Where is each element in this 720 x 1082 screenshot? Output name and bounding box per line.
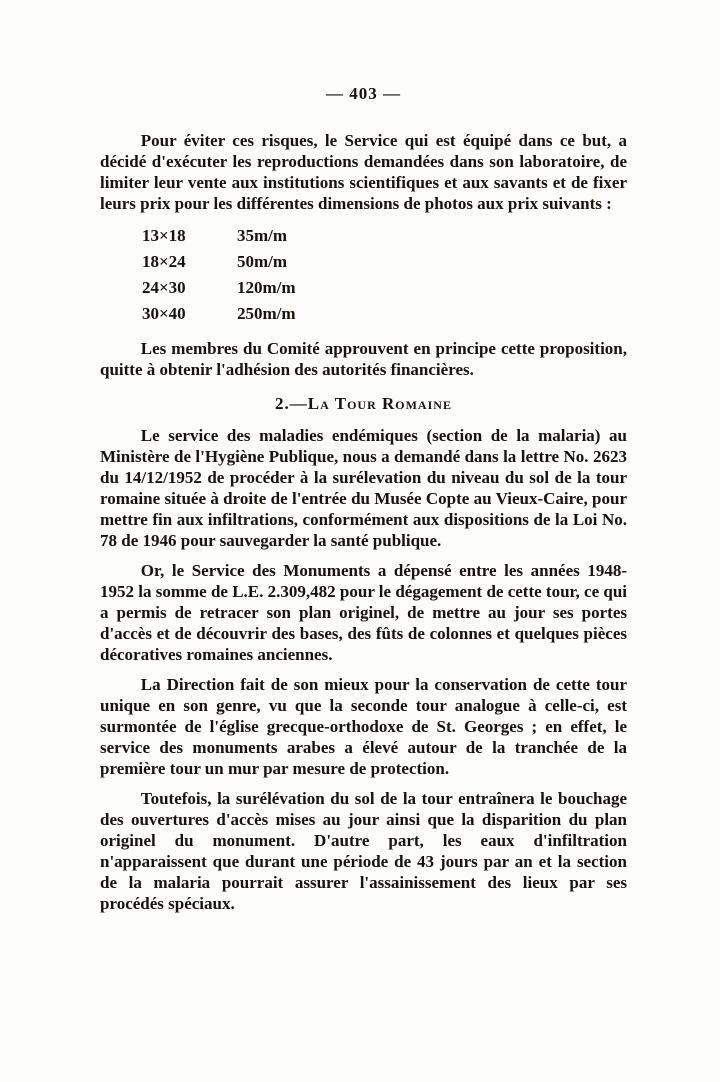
price-list (142, 223, 627, 327)
paragraph-tower-conservation: La Direction fait de son mieux pour la conservation de cette tour unique en son genre, vu que la seconde tour analogue à celle-ci, est surmontée de l'église grecque-orthodoxe de St. Georges ; en effet, le service des monuments arabes a élevé autour de la tranchée de la première tour un mur par mesure de protection. (100, 675, 627, 778)
section-heading-la-tour-romaine: 2.—La Tour Romaine (275, 394, 452, 413)
photo-price: 50m/m (237, 252, 288, 271)
photo-size: 18×24 (142, 252, 186, 271)
price-row (142, 223, 627, 249)
paragraph-committee-approval: Les membres du Comité approuvent en principe cette proposition, quitte à obtenir l'adhésion des autorités financières. (100, 339, 627, 379)
price-row (142, 301, 627, 327)
photo-price: 250m/m (237, 304, 296, 323)
photo-size: 13×18 (142, 226, 186, 245)
paragraph-conclusion: Toutefois, la surélévation du sol de la tour entraînera le bouchage des ouvertures d'accès mises au jour ainsi que la disparition du plan originel du monument. D'autre part, les eaux d'infiltration n'apparaissent que durant une période de 43 jours par an et la section de la malaria pourrait assurer l'assainissement des lieux par ses procédés spéciaux. (100, 789, 627, 913)
page-number: — 403 — (326, 84, 401, 103)
photo-price: 35m/m (237, 226, 288, 245)
photo-size: 24×30 (142, 278, 186, 297)
paragraph-monument-expenses: Or, le Service des Monuments a dépensé entre les années 1948-1952 la somme de L.E. 2.309,482 pour le dégagement de cette tour, ce qui a permis de retracer son plan originel, de mettre au jour ses portes d'accès et de découvrir des bases, des fûts de colonnes et quelques pièces décoratives romaines anciennes. (100, 561, 627, 664)
document-body (100, 130, 627, 914)
paragraph-malaria-request: Le service des maladies endémiques (section de la malaria) au Ministère de l'Hygiène Publique, nous a demandé dans la lettre No. 2623 du 14/12/1952 de procéder à la surélevation du niveau du sol de la tour romaine située à droite de l'entrée du Musée Copte au Vieux-Caire, pour mettre fin aux infiltrations, conformément aux dispositions de la Loi No. 78 de 1946 pour sauvegarder la santé publique. (100, 426, 627, 550)
photo-size: 30×40 (142, 304, 186, 323)
price-row (142, 249, 627, 275)
paragraph-photo-prices-intro: Pour éviter ces risques, le Service qui est équipé dans ce but, a décidé d'exécuter les reproductions demandées dans son laboratoire, de limiter leur vente aux institutions scientifiques et aux savants et de fixer leurs prix pour les différentes dimensions de photos aux prix suivants : (100, 131, 627, 213)
photo-price: 120m/m (237, 278, 296, 297)
price-row (142, 275, 627, 301)
